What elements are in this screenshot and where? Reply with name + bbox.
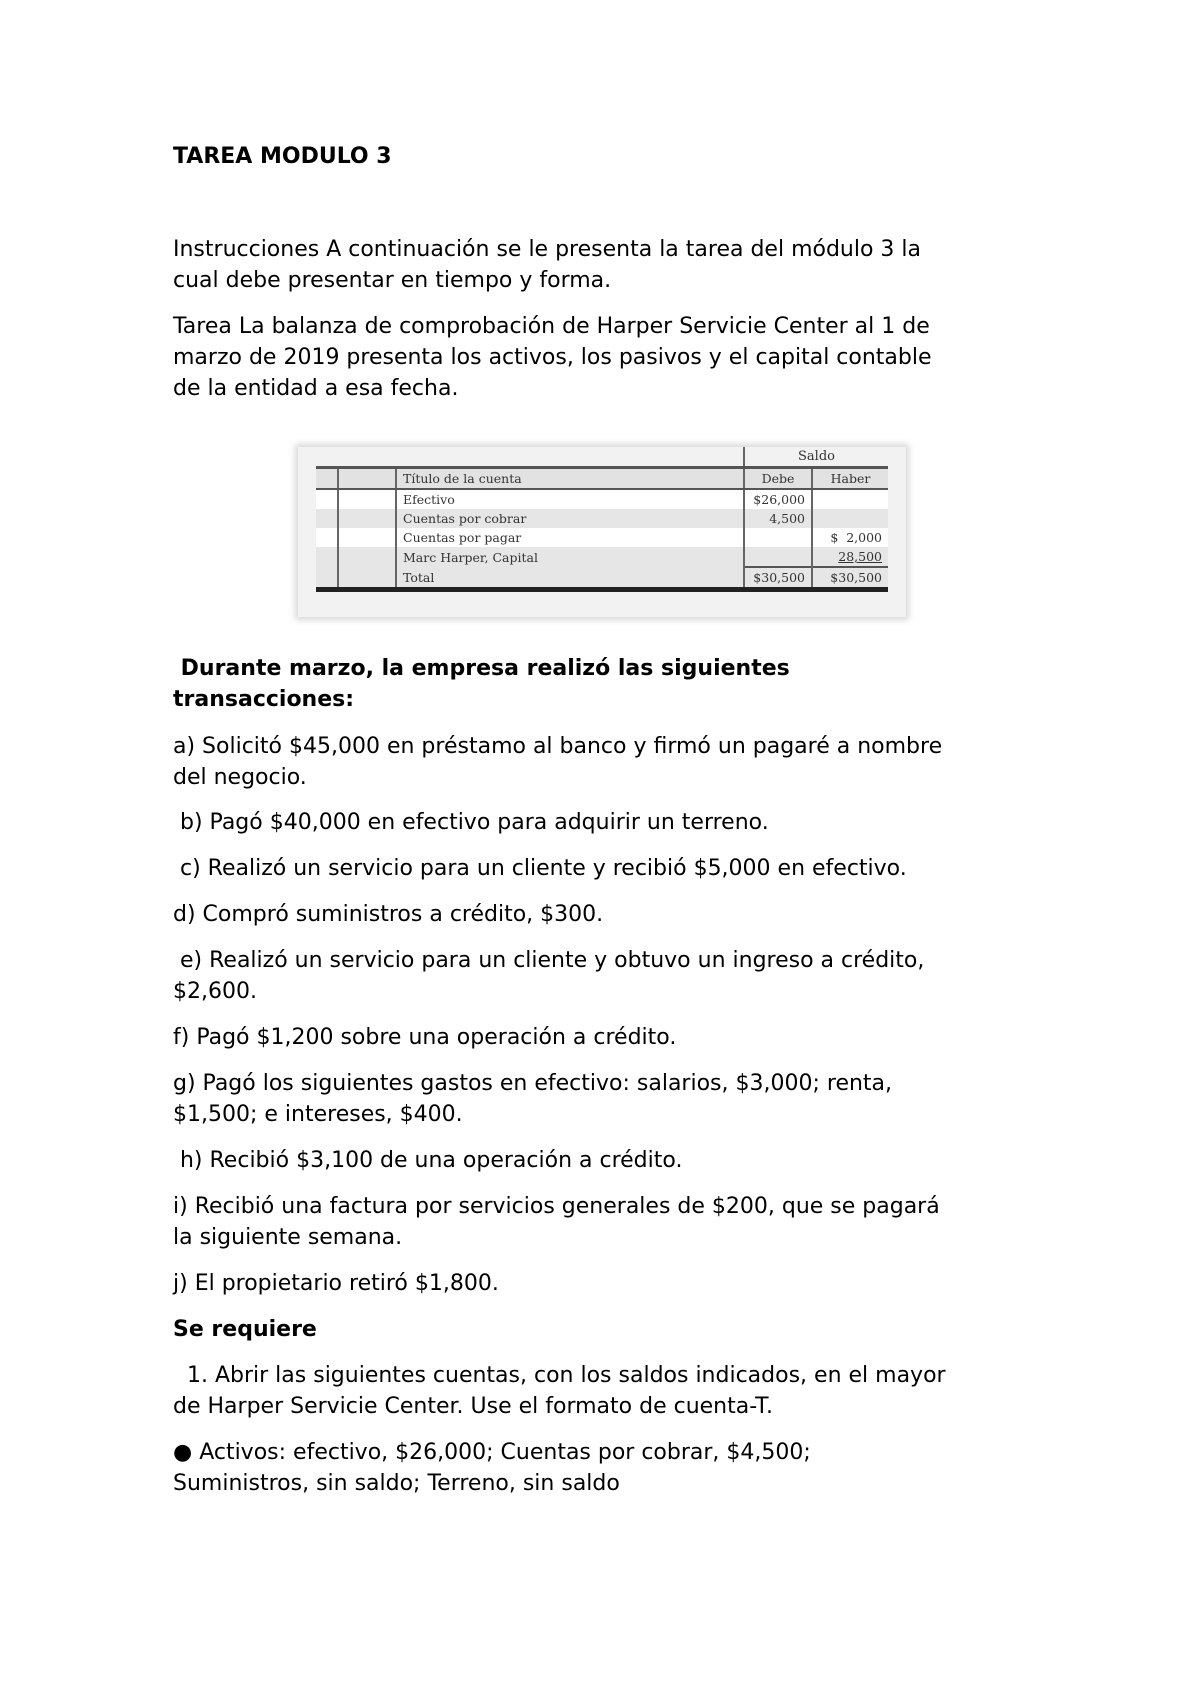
requirement-item-1-line-2: de Harper Servicie Center. Use el formato de cuenta-T. [173, 1394, 773, 1419]
task-line-2: marzo de 2019 presenta los activos, los pasivos y el capital contable [173, 345, 932, 370]
saldo-header: Saldo [744, 447, 888, 468]
table-column-header-row [316, 468, 888, 490]
instructions-line-1: Instrucciones A continuación se le presenta la tarea del módulo 3 la [173, 237, 922, 262]
account-name: Cuentas por cobrar [396, 509, 744, 528]
total-haber: $30,500 [812, 567, 888, 590]
transactions-heading-line-2: transacciones: [173, 687, 355, 712]
table-group-header-row [316, 447, 888, 468]
table-row [316, 489, 888, 509]
transaction-f: f) Pagó $1,200 sobre una operación a crédito. [173, 1025, 677, 1050]
table-row [316, 509, 888, 528]
haber-value [812, 489, 888, 509]
requirement-item-1-line-1: 1. Abrir las siguientes cuentas, con los saldos indicados, en el mayor [173, 1363, 946, 1388]
requirement-bullet-line-1: ● Activos: efectivo, $26,000; Cuentas por cobrar, $4,500; [173, 1440, 811, 1465]
transaction-a-line-2: del negocio. [173, 765, 307, 790]
account-name: Marc Harper, Capital [396, 547, 744, 567]
transactions-heading-line-1: Durante marzo, la empresa realizó las siguientes [173, 656, 790, 681]
debe-value: 4,500 [744, 509, 812, 528]
haber-value: 28,500 [812, 547, 888, 567]
debe-value [744, 528, 812, 547]
table-row [316, 528, 888, 547]
transaction-e-line-1: e) Realizó un servicio para un cliente y obtuvo un ingreso a crédito, [173, 948, 925, 973]
total-debe: $30,500 [744, 567, 812, 590]
debe-value [744, 547, 812, 567]
transaction-i-line-2: la siguiente semana. [173, 1225, 403, 1250]
transaction-g-line-1: g) Pagó los siguientes gastos en efectivo: salarios, $3,000; renta, [173, 1071, 893, 1096]
instructions-line-2: cual debe presentar en tiempo y forma. [173, 268, 612, 293]
transaction-g-line-2: $1,500; e intereses, $400. [173, 1102, 463, 1127]
haber-header: Haber [812, 468, 888, 490]
transaction-d: d) Compró suministros a crédito, $300. [173, 902, 604, 927]
haber-value [812, 509, 888, 528]
task-line-3: de la entidad a esa fecha. [173, 376, 459, 401]
trial-balance-image [298, 447, 906, 617]
transaction-h: h) Recibió $3,100 de una operación a crédito. [173, 1148, 683, 1173]
transaction-i-line-1: i) Recibió una factura por servicios generales de $200, que se pagará [173, 1194, 940, 1219]
document-title: TAREA MODULO 3 [173, 144, 392, 169]
account-title-header: Título de la cuenta [396, 468, 744, 490]
task-line-1: Tarea La balanza de comprobación de Harper Servicie Center al 1 de [173, 314, 930, 339]
transaction-j: j) El propietario retiró $1,800. [173, 1271, 499, 1296]
total-label: Total [396, 567, 744, 590]
transaction-b: b) Pagó $40,000 en efectivo para adquirir un terreno. [173, 810, 769, 835]
transaction-c: c) Realizó un servicio para un cliente y recibió $5,000 en efectivo. [173, 856, 907, 881]
haber-value: $ 2,000 [812, 528, 888, 547]
requirement-heading: Se requiere [173, 1317, 317, 1342]
table-row [316, 547, 888, 567]
requirement-bullet-line-2: Suministros, sin saldo; Terreno, sin saldo [173, 1471, 620, 1496]
trial-balance-table [316, 447, 888, 592]
debe-header: Debe [744, 468, 812, 490]
transaction-a-line-1: a) Solicitó $45,000 en préstamo al banco y firmó un pagaré a nombre [173, 734, 943, 759]
transaction-e-line-2: $2,600. [173, 979, 257, 1004]
account-name: Cuentas por pagar [396, 528, 744, 547]
table-total-row [316, 567, 888, 590]
debe-value: $26,000 [744, 489, 812, 509]
account-name: Efectivo [396, 489, 744, 509]
